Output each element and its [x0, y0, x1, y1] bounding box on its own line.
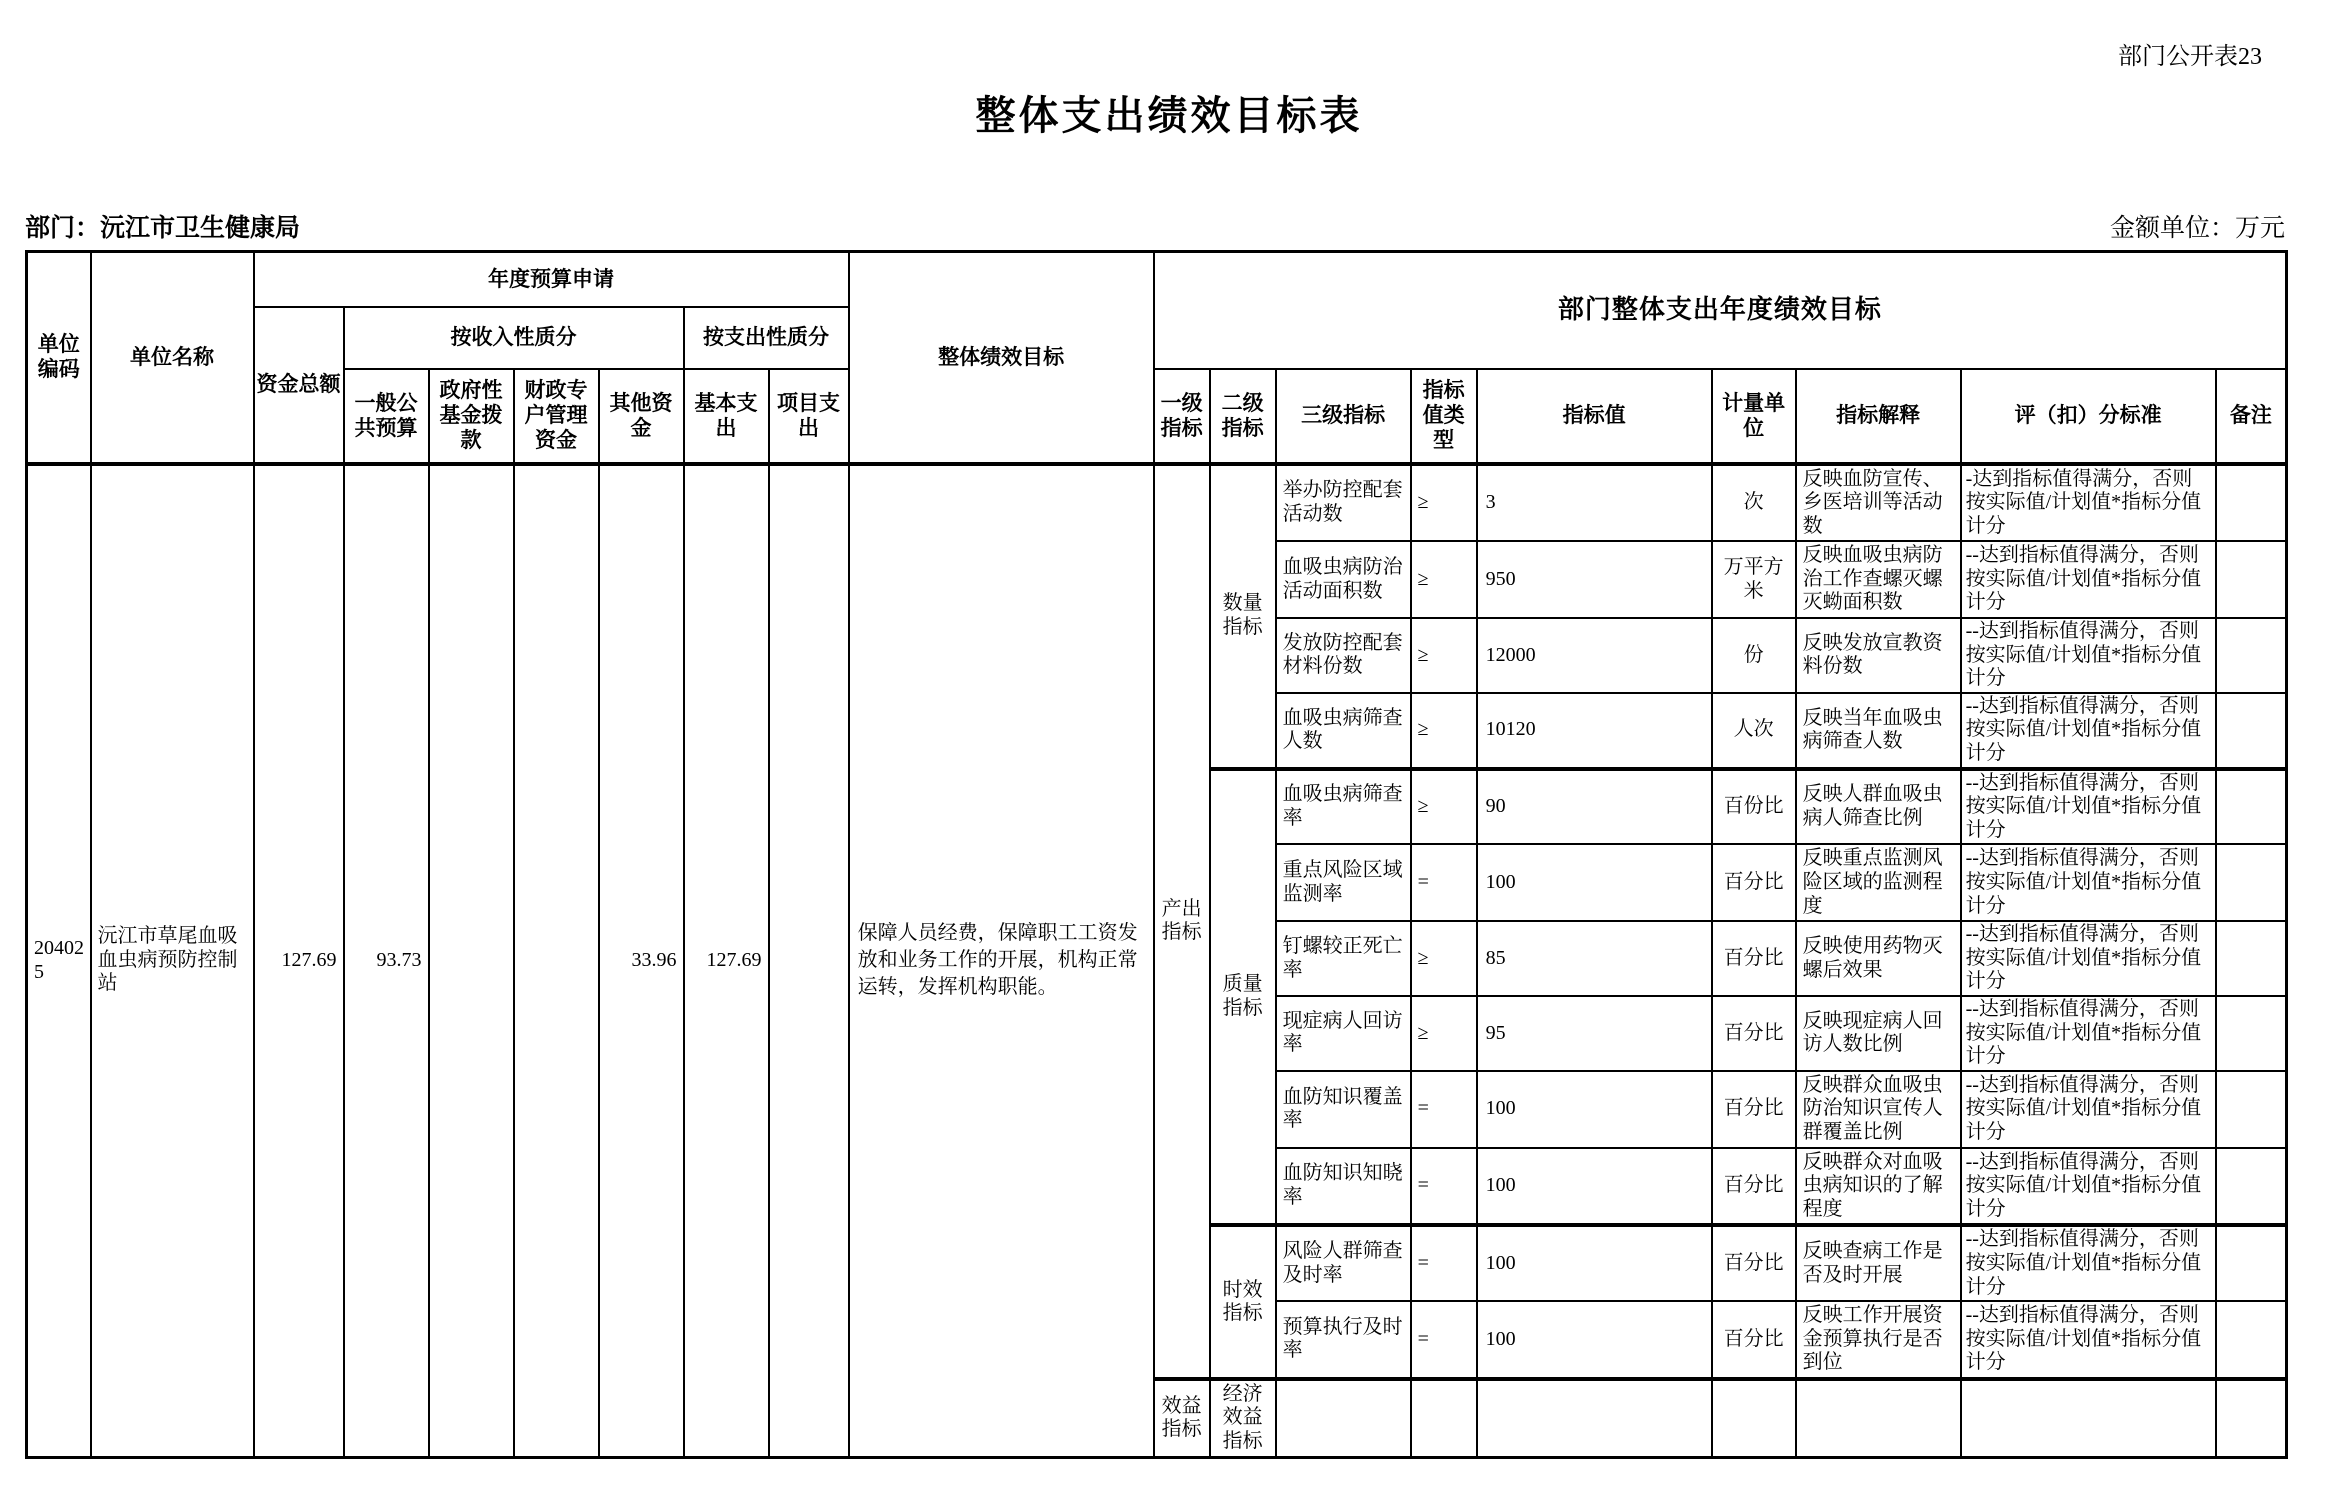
- cell-level3-indicator: 举办防控配套活动数: [1276, 464, 1411, 542]
- col-header-level2: 二级指标: [1210, 369, 1276, 464]
- cell-measure-unit: [1712, 1379, 1796, 1457]
- cell-indicator-explain: 反映发放宣教资料份数: [1796, 618, 1961, 693]
- cell-remark: [2216, 844, 2287, 921]
- cell-scoring-standard: -达到指标值得满分，否则按实际值/计划值*指标分值计分: [1961, 464, 2216, 542]
- cell-measure-unit: 百分比: [1712, 1225, 1796, 1301]
- cell-value-type: ≥: [1411, 464, 1477, 542]
- cell-level3-indicator: 血吸虫病筛查率: [1276, 769, 1411, 845]
- cell-indicator-explain: 反映血防宣传、乡医培训等活动数: [1796, 464, 1961, 542]
- col-header-basic-expenditure: 基本支出: [684, 369, 769, 464]
- cell-overall-goal: 保障人员经费，保障职工工资发放和业务工作的开展，机构正常运转，发挥机构职能。: [849, 464, 1154, 1458]
- cell-indicator-explain: 反映重点监测风险区域的监测程度: [1796, 844, 1961, 921]
- cell-indicator-value: 100: [1477, 844, 1712, 921]
- cell-value-type: ≥: [1411, 769, 1477, 845]
- cell-level3-indicator: 血防知识知晓率: [1276, 1148, 1411, 1226]
- cell-indicator-explain: 反映使用药物灭螺后效果: [1796, 921, 1961, 996]
- col-header-overall-goal: 整体绩效目标: [849, 252, 1154, 464]
- cell-level3-indicator: 钉螺较正死亡率: [1276, 921, 1411, 996]
- cell-indicator-explain: 反映查病工作是否及时开展: [1796, 1225, 1961, 1301]
- cell-level3-indicator: 血吸虫病防治活动面积数: [1276, 541, 1411, 618]
- col-header-value-type: 指标值类型: [1411, 369, 1477, 464]
- cell-value-type: ≥: [1411, 996, 1477, 1071]
- col-header-project-expenditure: 项目支出: [769, 369, 849, 464]
- col-header-level3: 三级指标: [1276, 369, 1411, 464]
- cell-indicator-explain: 反映人群血吸虫病人筛查比例: [1796, 769, 1961, 845]
- cell-general-public-budget: 93.73: [344, 464, 429, 1458]
- cell-remark: [2216, 1225, 2287, 1301]
- cell-measure-unit: 百分比: [1712, 1148, 1796, 1226]
- cell-scoring-standard: --达到指标值得满分，否则按实际值/计划值*指标分值计分: [1961, 921, 2216, 996]
- cell-indicator-value: 100: [1477, 1225, 1712, 1301]
- group-header-by-expenditure: 按支出性质分: [684, 307, 849, 369]
- page-title: 整体支出绩效目标表: [975, 93, 1363, 138]
- cell-level3-indicator: 血吸虫病筛查人数: [1276, 693, 1411, 769]
- group-header-annual-budget: 年度预算申请: [254, 252, 849, 307]
- cell-measure-unit: 百份比: [1712, 769, 1796, 845]
- cell-scoring-standard: --达到指标值得满分，否则按实际值/计划值*指标分值计分: [1961, 996, 2216, 1071]
- cell-scoring-standard: --达到指标值得满分，否则按实际值/计划值*指标分值计分: [1961, 1148, 2216, 1226]
- form-number-note: 部门公开表23: [2118, 44, 2262, 70]
- cell-remark: [2216, 996, 2287, 1071]
- cell-measure-unit: 人次: [1712, 693, 1796, 769]
- cell-scoring-standard: --达到指标值得满分，否则按实际值/计划值*指标分值计分: [1961, 541, 2216, 618]
- cell-gov-fund: [429, 464, 514, 1458]
- cell-unit-name: 沅江市草尾血吸血虫病预防控制站: [91, 464, 254, 1458]
- cell-indicator-value: 90: [1477, 769, 1712, 845]
- cell-remark: [2216, 1071, 2287, 1148]
- cell-level3-indicator: 发放防控配套材料份数: [1276, 618, 1411, 693]
- col-header-total-funds: 资金总额: [254, 307, 344, 464]
- cell-indicator-value: 10120: [1477, 693, 1712, 769]
- cell-value-type: =: [1411, 1148, 1477, 1226]
- cell-value-type: ≥: [1411, 618, 1477, 693]
- cell-remark: [2216, 541, 2287, 618]
- group-header-dept-annual-goal: 部门整体支出年度绩效目标: [1154, 252, 2287, 369]
- cell-value-type: =: [1411, 844, 1477, 921]
- cell-level3-indicator: 现症病人回访率: [1276, 996, 1411, 1071]
- cell-measure-unit: 百分比: [1712, 1301, 1796, 1379]
- cell-scoring-standard: --达到指标值得满分，否则按实际值/计划值*指标分值计分: [1961, 1071, 2216, 1148]
- cell-scoring-standard: [1961, 1379, 2216, 1457]
- col-header-scoring-standard: 评（扣）分标准: [1961, 369, 2216, 464]
- cell-other-funds: 33.96: [599, 464, 684, 1458]
- cell-remark: [2216, 1379, 2287, 1457]
- cell-indicator-value: 85: [1477, 921, 1712, 996]
- col-header-indicator-explain: 指标解释: [1796, 369, 1961, 464]
- cell-remark: [2216, 921, 2287, 996]
- col-header-fiscal-account: 财政专户管理资金: [514, 369, 599, 464]
- col-header-other-funds: 其他资金: [599, 369, 684, 464]
- cell-measure-unit: 百分比: [1712, 921, 1796, 996]
- cell-value-type: ≥: [1411, 921, 1477, 996]
- cell-remark: [2216, 769, 2287, 845]
- cell-measure-unit: 百分比: [1712, 844, 1796, 921]
- cell-indicator-value: 95: [1477, 996, 1712, 1071]
- cell-measure-unit: 百分比: [1712, 996, 1796, 1071]
- cell-level2-economic-benefit: 经济效益指标: [1210, 1379, 1276, 1457]
- group-header-by-income: 按收入性质分: [344, 307, 684, 369]
- cell-level3-indicator: 预算执行及时率: [1276, 1301, 1411, 1379]
- cell-indicator-value: 100: [1477, 1071, 1712, 1148]
- cell-measure-unit: 百分比: [1712, 1071, 1796, 1148]
- cell-scoring-standard: --达到指标值得满分，否则按实际值/计划值*指标分值计分: [1961, 844, 2216, 921]
- cell-value-type: =: [1411, 1301, 1477, 1379]
- cell-level3-indicator: [1276, 1379, 1411, 1457]
- cell-level3-indicator: 血防知识覆盖率: [1276, 1071, 1411, 1148]
- cell-indicator-explain: 反映群众血吸虫防治知识宣传人群覆盖比例: [1796, 1071, 1961, 1148]
- col-header-unit-code: 单位编码: [27, 252, 91, 464]
- cell-remark: [2216, 1301, 2287, 1379]
- cell-level1-output: 产出指标: [1154, 464, 1210, 1379]
- cell-indicator-explain: 反映工作开展资金预算执行是否到位: [1796, 1301, 1961, 1379]
- meta-line: [25, 208, 2285, 244]
- cell-indicator-explain: 反映现症病人回访人数比例: [1796, 996, 1961, 1071]
- cell-remark: [2216, 618, 2287, 693]
- table-body: [27, 464, 2287, 1458]
- cell-level1-benefit: 效益指标: [1154, 1379, 1210, 1457]
- table-header: [27, 252, 2287, 464]
- cell-level2-quantity: 数量指标: [1210, 464, 1276, 769]
- cell-remark: [2216, 1148, 2287, 1226]
- cell-indicator-explain: 反映当年血吸虫病筛查人数: [1796, 693, 1961, 769]
- cell-indicator-explain: [1796, 1379, 1961, 1457]
- cell-value-type: =: [1411, 1225, 1477, 1301]
- cell-indicator-value: 3: [1477, 464, 1712, 542]
- performance-target-table: [25, 250, 2288, 1459]
- cell-level3-indicator: 风险人群筛查及时率: [1276, 1225, 1411, 1301]
- cell-indicator-value: 950: [1477, 541, 1712, 618]
- cell-value-type: ≥: [1411, 541, 1477, 618]
- cell-indicator-explain: 反映血吸虫病防治工作查螺灭螺灭蚴面积数: [1796, 541, 1961, 618]
- cell-indicator-value: 100: [1477, 1148, 1712, 1226]
- col-header-indicator-value: 指标值: [1477, 369, 1712, 464]
- cell-indicator-value: 12000: [1477, 618, 1712, 693]
- cell-basic-expenditure: 127.69: [684, 464, 769, 1458]
- cell-value-type: [1411, 1379, 1477, 1457]
- cell-level3-indicator: 重点风险区域监测率: [1276, 844, 1411, 921]
- cell-indicator-value: 100: [1477, 1301, 1712, 1379]
- cell-scoring-standard: --达到指标值得满分，否则按实际值/计划值*指标分值计分: [1961, 1301, 2216, 1379]
- cell-value-type: ≥: [1411, 693, 1477, 769]
- cell-level2-timeliness: 时效指标: [1210, 1225, 1276, 1379]
- cell-scoring-standard: --达到指标值得满分，否则按实际值/计划值*指标分值计分: [1961, 618, 2216, 693]
- cell-total-funds: 127.69: [254, 464, 344, 1458]
- col-header-gov-fund: 政府性基金拨款: [429, 369, 514, 464]
- col-header-general-public-budget: 一般公共预算: [344, 369, 429, 464]
- cell-unit-code: 204025: [27, 464, 91, 1458]
- cell-measure-unit: 份: [1712, 618, 1796, 693]
- col-header-level1: 一级指标: [1154, 369, 1210, 464]
- cell-measure-unit: 次: [1712, 464, 1796, 542]
- cell-scoring-standard: --达到指标值得满分，否则按实际值/计划值*指标分值计分: [1961, 1225, 2216, 1301]
- col-header-unit-name: 单位名称: [91, 252, 254, 464]
- cell-value-type: =: [1411, 1071, 1477, 1148]
- cell-indicator-explain: 反映群众对血吸虫病知识的了解程度: [1796, 1148, 1961, 1226]
- cell-indicator-value: [1477, 1379, 1712, 1457]
- cell-remark: [2216, 693, 2287, 769]
- col-header-remark: 备注: [2216, 369, 2287, 464]
- cell-fiscal-account: [514, 464, 599, 1458]
- cell-scoring-standard: --达到指标值得满分，否则按实际值/计划值*指标分值计分: [1961, 769, 2216, 845]
- cell-project-expenditure: [769, 464, 849, 1458]
- cell-remark: [2216, 464, 2287, 542]
- cell-measure-unit: 万平方米: [1712, 541, 1796, 618]
- cell-level2-quality: 质量指标: [1210, 769, 1276, 1226]
- col-header-measure-unit: 计量单位: [1712, 369, 1796, 464]
- department-label: 部门：沅江市卫生健康局: [25, 215, 301, 242]
- amount-unit-label: 金额单位：万元: [2109, 215, 2285, 242]
- cell-scoring-standard: --达到指标值得满分，否则按实际值/计划值*指标分值计分: [1961, 693, 2216, 769]
